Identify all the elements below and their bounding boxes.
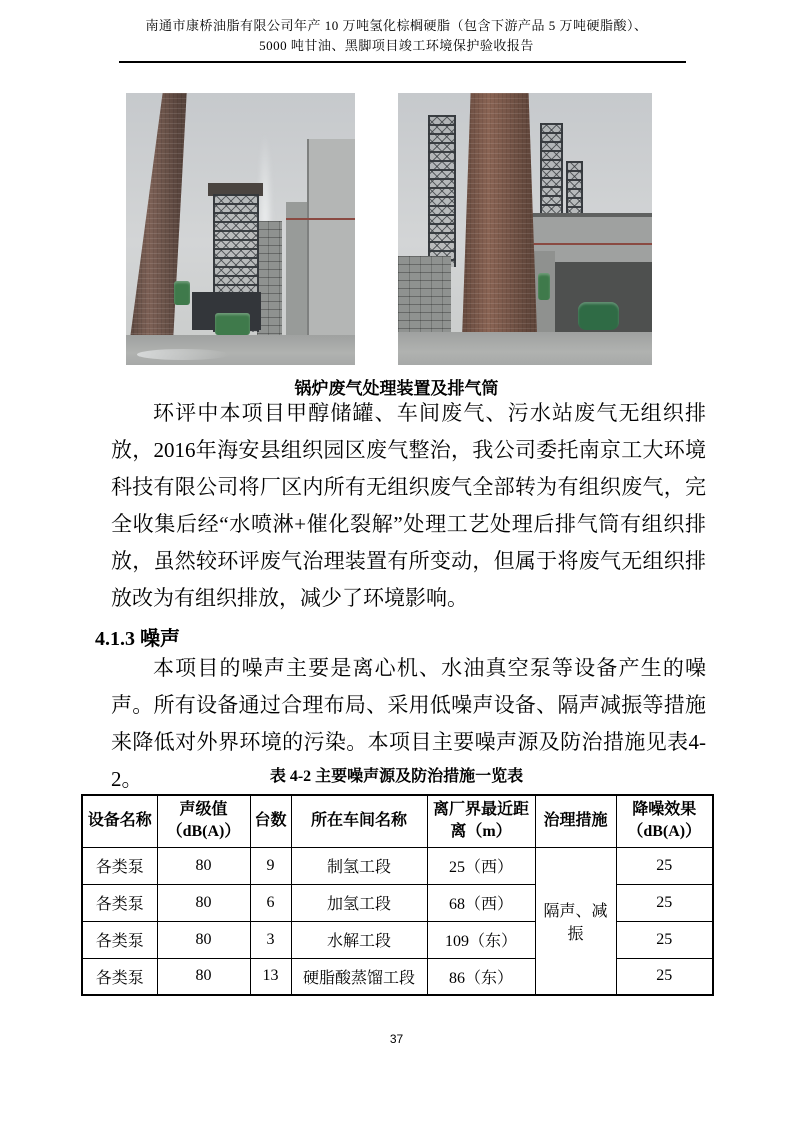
- chimney-ladder: [428, 115, 456, 267]
- cell-reduction: 25: [616, 921, 713, 958]
- figure-caption: 锅炉废气处理装置及排气筒: [294, 379, 499, 398]
- table-row: [82, 847, 713, 884]
- cell-distance: 109（东）: [427, 921, 535, 958]
- col-header-device: 设备名称: [82, 795, 157, 847]
- cell-device: 各类泵: [82, 884, 157, 921]
- steam-plume: [257, 131, 273, 223]
- green-door-sign: [538, 273, 551, 300]
- header-line-2: 5000 吨甘油、黑脚项目竣工环境保护验收报告: [259, 38, 534, 53]
- header-rule: [119, 61, 686, 63]
- factory-wall: [307, 139, 355, 351]
- running-header: [0, 16, 793, 56]
- green-door-sign: [174, 281, 190, 305]
- table-caption: 表 4-2 主要噪声源及防治措施一览表: [269, 768, 524, 785]
- table-header-row: [82, 795, 713, 847]
- cell-workshop: 制氢工段: [291, 847, 427, 884]
- cell-reduction: 25: [616, 958, 713, 995]
- green-tank: [578, 302, 619, 329]
- green-pump: [215, 313, 249, 335]
- cell-distance: 25（西）: [427, 847, 535, 884]
- boiler-photo-right: [398, 93, 652, 365]
- steel-tower-tall: [540, 123, 563, 218]
- col-header-reduction: 降噪效果（dB(A)）: [616, 795, 713, 847]
- wall-panel: [286, 202, 307, 352]
- cell-count: 13: [250, 958, 291, 995]
- table-row: [82, 884, 713, 921]
- cell-workshop: 硬脂酸蒸馏工段: [291, 958, 427, 995]
- block-pillar: [257, 221, 282, 352]
- red-pipe: [286, 218, 355, 220]
- col-header-count: 台数: [250, 795, 291, 847]
- table-row: [82, 921, 713, 958]
- cell-device: 各类泵: [82, 921, 157, 958]
- col-header-distance: 离厂界最近距离（m）: [427, 795, 535, 847]
- cell-level: 80: [157, 847, 250, 884]
- wet-patch: [137, 349, 229, 360]
- section-heading-noise: 4.1.3 噪声: [95, 628, 180, 650]
- header-line-1: 南通市康桥油脂有限公司年产 10 万吨氢化棕榈硬脂（包含下游产品 5 万吨硬脂酸）、: [145, 18, 648, 33]
- paragraph-noise: 本项目的噪声主要是离心机、水油真空泵等设备产生的噪声。所有设备通过合理布局、采用低噪声设备、隔声减振等措施来降低对外界环境的污染。本项目主要噪声源及防治措施见表4-2。: [111, 656, 706, 791]
- paragraph-exhaust: 环评中本项目甲醇储罐、车间废气、污水站废气无组织排放，2016年海安县组织园区废气整治，我公司委托南京工大环境科技有限公司将厂区内所有无组织废气全部转为有组织废气，完全收集后经“水喷淋+催化裂解”处理工艺处理后排气筒有组织排放，虽然较环评废气治理装置有所变动，但属于将废气无组织排放改为有组织排放，减少了环境影响。: [111, 401, 706, 610]
- cell-distance: 68（西）: [427, 884, 535, 921]
- table-row: [82, 958, 713, 995]
- ground: [398, 332, 652, 365]
- cell-level: 80: [157, 921, 250, 958]
- cell-count: 3: [250, 921, 291, 958]
- col-header-workshop: 所在车间名称: [291, 795, 427, 847]
- cell-workshop: 水解工段: [291, 921, 427, 958]
- boiler-photo-left: [126, 93, 355, 365]
- red-pipe: [530, 243, 652, 245]
- cell-device: 各类泵: [82, 958, 157, 995]
- cell-reduction: 25: [616, 847, 713, 884]
- col-header-level: 声级值（dB(A)）: [157, 795, 250, 847]
- steel-tower-short: [566, 161, 584, 218]
- cell-level: 80: [157, 958, 250, 995]
- cell-device: 各类泵: [82, 847, 157, 884]
- cell-workshop: 加氢工段: [291, 884, 427, 921]
- cell-count: 9: [250, 847, 291, 884]
- cell-reduction: 25: [616, 884, 713, 921]
- cell-level: 80: [157, 884, 250, 921]
- cell-treatment-merged: 隔声、减振: [535, 847, 616, 995]
- cell-distance: 86（东）: [427, 958, 535, 995]
- brick-chimney-large: [462, 93, 538, 354]
- col-header-treatment: 治理措施: [535, 795, 616, 847]
- cell-count: 6: [250, 884, 291, 921]
- noise-source-table: [81, 794, 714, 996]
- page-number: 37: [389, 1032, 404, 1046]
